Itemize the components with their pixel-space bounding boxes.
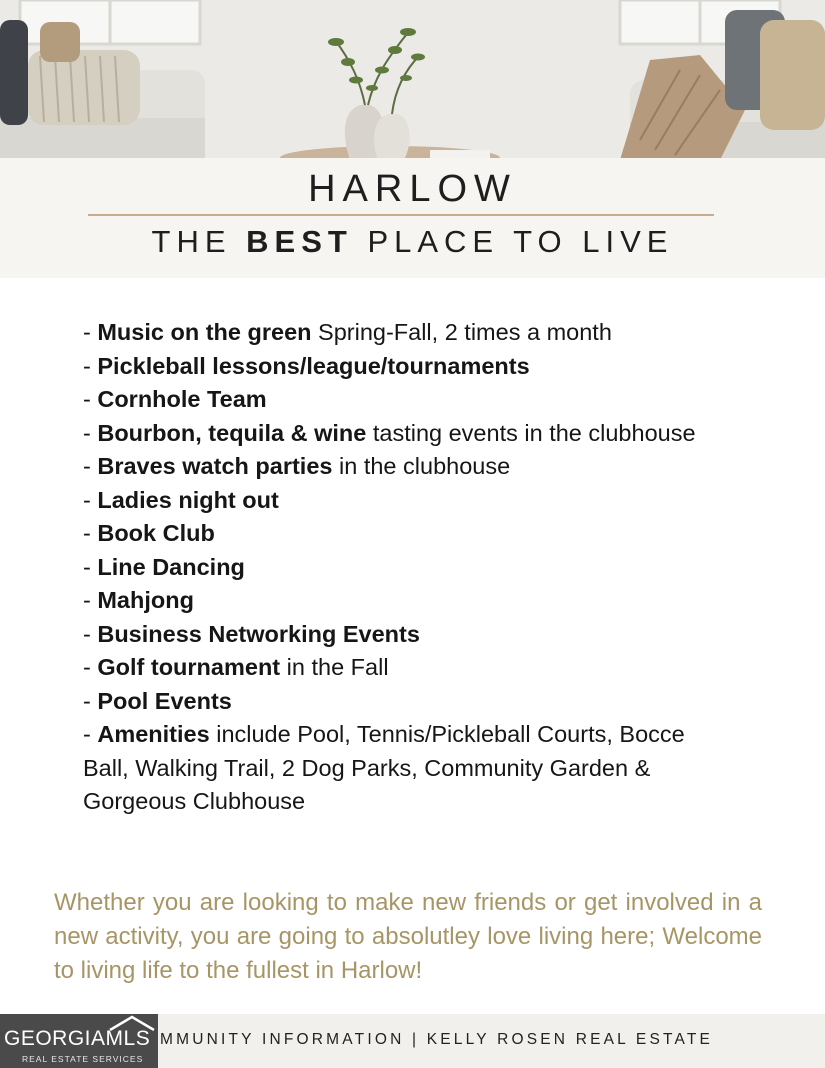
list-item xyxy=(83,484,723,518)
list-item xyxy=(83,685,723,719)
living-room-illustration xyxy=(0,0,825,160)
list-bullet: - xyxy=(83,687,98,714)
list-item-detail: in the Fall xyxy=(280,654,389,680)
logo-tagline: REAL ESTATE SERVICES xyxy=(22,1054,144,1064)
hero-photo xyxy=(0,0,825,160)
list-item-title: Mahjong xyxy=(97,587,194,613)
list-item xyxy=(83,316,723,350)
list-item xyxy=(83,350,723,384)
list-item xyxy=(83,651,723,685)
list-item-title: Pool Events xyxy=(97,687,232,714)
list-item-title: Cornhole Team xyxy=(97,386,267,412)
list-bullet: - xyxy=(83,319,98,345)
list-bullet: - xyxy=(83,486,98,513)
list-item-title: Pickleball lessons/league/tournaments xyxy=(97,352,530,379)
list-bullet: - xyxy=(83,419,98,446)
logo-wordmark: GEORGIAMLS xyxy=(4,1027,151,1050)
page-title: HARLOW xyxy=(308,168,517,210)
house-roof-icon xyxy=(108,1015,156,1031)
list-item-detail: in the clubhouse xyxy=(332,453,511,479)
footer-text: MMUNITY INFORMATION | KELLY ROSEN REAL ESTATE xyxy=(160,1031,714,1048)
list-bullet: - xyxy=(83,520,98,546)
list-bullet: - xyxy=(83,453,98,479)
list-item xyxy=(83,718,723,819)
list-item xyxy=(83,618,723,652)
closing-paragraph: Whether you are looking to make new friends or get involved in a new activity, you are going to absolutley love living here; Welcome to living life to the fullest in Harlow! xyxy=(54,889,762,984)
list-item-detail: include Pool, Tennis/Pickleball Courts, Bocce Ball, Walking Trail, 2 Dog Parks, Community Garden & Gorgeous Clubhouse xyxy=(83,721,685,814)
list-item-detail: Spring-Fall, 2 times a month xyxy=(311,319,612,345)
list-item-detail: tasting events in the clubhouse xyxy=(366,419,696,446)
list-bullet: - xyxy=(83,386,98,412)
list-bullet: - xyxy=(83,620,98,647)
list-item-title: Braves watch parties xyxy=(97,453,333,479)
activity-list xyxy=(83,316,723,819)
list-item xyxy=(83,551,723,585)
list-item xyxy=(83,584,723,618)
list-bullet: - xyxy=(83,352,98,379)
list-item xyxy=(83,417,723,451)
list-item xyxy=(83,450,723,484)
list-item-title: Ladies night out xyxy=(97,486,279,513)
title-divider xyxy=(88,214,714,216)
list-bullet: - xyxy=(83,587,98,613)
list-item-title: Golf tournament xyxy=(97,654,281,680)
page-subtitle xyxy=(0,224,825,260)
list-item-title: Amenities xyxy=(97,721,210,747)
list-item-title: Line Dancing xyxy=(97,553,245,580)
subtitle-after: PLACE TO LIVE xyxy=(352,224,674,259)
list-item-title: Bourbon, tequila & wine xyxy=(97,419,367,446)
list-item-title: Music on the green xyxy=(97,319,312,345)
subtitle-before: THE xyxy=(151,224,247,259)
list-bullet: - xyxy=(83,721,98,747)
list-item-title: Book Club xyxy=(97,520,215,546)
list-item xyxy=(83,383,723,417)
list-bullet: - xyxy=(83,654,98,680)
list-item xyxy=(83,517,723,551)
list-item-title: Business Networking Events xyxy=(97,620,420,647)
subtitle-emphasis: BEST xyxy=(246,224,353,259)
list-bullet: - xyxy=(83,553,98,580)
